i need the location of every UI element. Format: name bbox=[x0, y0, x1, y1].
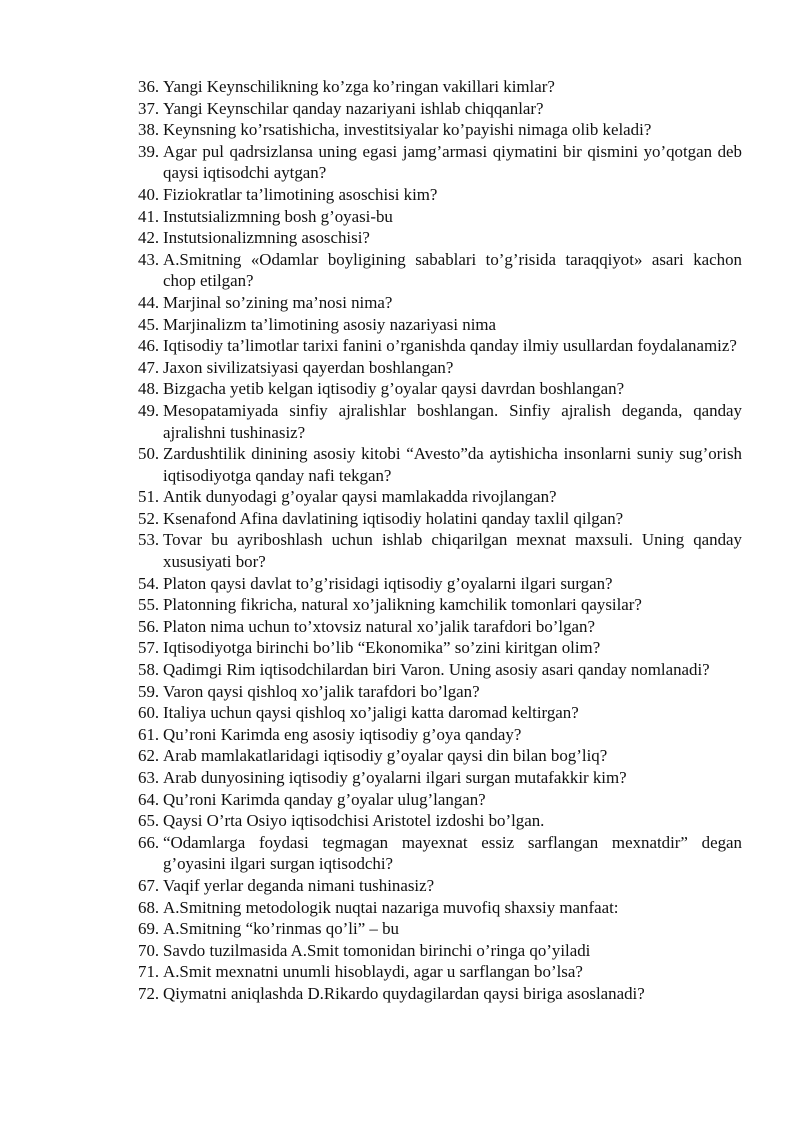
question-text: Qadimgi Rim iqtisodchilardan biri Varon. Uning asosiy asari qanday nomlanadi? bbox=[163, 660, 710, 680]
question-number: 56. bbox=[138, 616, 160, 636]
question-text: Jaxon sivilizatsiyasi qayerdan boshlangan? bbox=[163, 357, 454, 377]
list-item bbox=[138, 897, 742, 919]
question-text: Yangi Keynschilar qanday nazariyani ishlab chiqqanlar? bbox=[163, 98, 544, 118]
question-number: 39. bbox=[138, 141, 160, 161]
list-item bbox=[138, 508, 742, 530]
list-item bbox=[138, 918, 742, 940]
question-number: 72. bbox=[138, 983, 160, 1003]
question-text: Zardushtilik dinining asosiy kitobi “Avesto”da aytishicha insonlarni suniy sug’orish iqtisodiyotga qanday nafi tekgan? bbox=[163, 444, 742, 485]
question-text: Fiziokratlar ta’limotining asoschisi kim? bbox=[163, 184, 438, 204]
question-text: Platon nima uchun to’xtovsiz natural xo’jalik tarafdori bo’lgan? bbox=[163, 616, 595, 636]
question-number: 47. bbox=[138, 357, 160, 377]
question-text: Platon qaysi davlat to’g’risidagi iqtisodiy g’oyalarni ilgari surgan? bbox=[163, 573, 613, 593]
list-item bbox=[138, 573, 742, 595]
question-number: 70. bbox=[138, 940, 160, 960]
list-item bbox=[138, 745, 742, 767]
question-number: 63. bbox=[138, 768, 160, 787]
question-number: 41. bbox=[138, 206, 160, 226]
question-text: Savdo tuzilmasida A.Smit tomonidan birinchi o’ringa qo’yiladi bbox=[163, 940, 591, 960]
question-number: 55. bbox=[138, 595, 160, 615]
question-number: 42. bbox=[138, 228, 160, 248]
question-number: 46. bbox=[138, 336, 160, 356]
question-text: “Odamlarga foydasi tegmagan mayexnat essiz sarflangan mexnatdir” degan g’oyasini ilgari surgan iqtisodchi? bbox=[163, 832, 742, 874]
list-item bbox=[138, 486, 742, 508]
question-number: 59. bbox=[138, 681, 160, 701]
question-text: Tovar bu ayriboshlash uchun ishlab chiqarilgan mexnat maxsuli. Uning qanday xususiyati bor? bbox=[163, 530, 742, 572]
list-item bbox=[138, 875, 742, 897]
question-number: 37. bbox=[138, 98, 160, 118]
question-text: Marjinalizm ta’limotining asosiy nazariyasi nima bbox=[163, 314, 497, 334]
question-text: Mesopatamiyada sinfiy ajralishlar boshlangan. Sinfiy ajralish deganda, qanday ajralishni tushinasiz? bbox=[163, 400, 742, 442]
list-item bbox=[138, 724, 742, 746]
question-number: 49. bbox=[138, 400, 160, 420]
question-number: 71. bbox=[138, 962, 160, 982]
question-number: 57. bbox=[138, 638, 160, 658]
list-item bbox=[138, 335, 742, 357]
question-text: A.Smitning “ko’rinmas qo’li” – bu bbox=[163, 919, 399, 939]
list-item bbox=[138, 789, 742, 811]
question-text: Qiymatni aniqlashda D.Rikardo quydagilardan qaysi biriga asoslanadi? bbox=[163, 983, 645, 1003]
list-item bbox=[138, 119, 742, 141]
question-list bbox=[138, 76, 742, 1005]
question-number: 61. bbox=[138, 724, 160, 744]
list-item bbox=[138, 206, 742, 228]
question-text: Qu’roni Karimda qanday g’oyalar ulug’langan? bbox=[163, 789, 486, 809]
question-number: 51. bbox=[138, 487, 160, 507]
list-item bbox=[138, 141, 742, 184]
question-text: A.Smitning metodologik nuqtai nazariga muvofiq shaxsiy manfaat: bbox=[163, 897, 619, 917]
question-number: 58. bbox=[138, 660, 160, 680]
question-text: Keynsning ko’rsatishicha, investitsiyalar ko’payishi nimaga olib keladi? bbox=[163, 120, 652, 140]
list-item bbox=[138, 314, 742, 336]
question-number: 60. bbox=[138, 703, 160, 723]
question-number: 69. bbox=[138, 919, 160, 939]
question-text: Instutsializmning bosh g’oyasi-bu bbox=[163, 206, 393, 226]
list-item bbox=[138, 681, 742, 703]
question-text: Agar pul qadrsizlansa uning egasi jamg’armasi qiymatini bir qismini yo’qotgan deb qaysi iqtisodchi aytgan? bbox=[163, 141, 742, 183]
list-item bbox=[138, 832, 742, 875]
question-number: 53. bbox=[138, 530, 160, 550]
question-text: Instutsionalizmning asoschisi? bbox=[163, 228, 370, 248]
list-item bbox=[138, 767, 742, 789]
question-number: 48. bbox=[138, 379, 160, 399]
question-text: Iqtisodiy ta’limotlar tarixi fanini o’rganishda qanday ilmiy usullardan foydalanamiz? bbox=[163, 336, 737, 356]
list-item bbox=[138, 637, 742, 659]
list-item bbox=[138, 961, 742, 983]
question-text: Qaysi O’rta Osiyo iqtisodchisi Aristotel izdoshi bo’lgan. bbox=[163, 811, 545, 831]
question-number: 66. bbox=[138, 832, 160, 852]
question-text: Ksenafond Afina davlatining iqtisodiy holatini qanday taxlil qilgan? bbox=[163, 508, 624, 528]
question-number: 54. bbox=[138, 573, 160, 593]
list-item bbox=[138, 184, 742, 206]
list-item bbox=[138, 529, 742, 572]
question-number: 62. bbox=[138, 746, 160, 766]
list-item bbox=[138, 98, 742, 120]
list-item bbox=[138, 810, 742, 832]
list-item bbox=[138, 400, 742, 443]
list-item bbox=[138, 443, 742, 486]
question-number: 67. bbox=[138, 875, 160, 895]
list-item bbox=[138, 378, 742, 400]
question-text: Qu’roni Karimda eng asosiy iqtisodiy g’oya qanday? bbox=[163, 724, 522, 744]
question-text: Marjinal so’zining ma’nosi nima? bbox=[163, 292, 393, 312]
question-text: Vaqif yerlar deganda nimani tushinasiz? bbox=[163, 875, 435, 895]
question-number: 52. bbox=[138, 508, 160, 528]
question-text: Bizgacha yetib kelgan iqtisodiy g’oyalar qaysi davrdan boshlangan? bbox=[163, 379, 625, 399]
question-text: Italiya uchun qaysi qishloq xo’jaligi katta daromad keltirgan? bbox=[163, 703, 579, 723]
list-item bbox=[138, 227, 742, 249]
question-text: Platonning fikricha, natural xo’jalikning kamchilik tomonlari qaysilar? bbox=[163, 595, 642, 615]
question-number: 36. bbox=[138, 77, 160, 96]
question-text: Arab dunyosining iqtisodiy g’oyalarni ilgari surgan mutafakkir kim? bbox=[163, 768, 627, 787]
question-text: Antik dunyodagi g’oyalar qaysi mamlakadda rivojlangan? bbox=[163, 487, 557, 507]
question-text: A.Smit mexnatni unumli hisoblaydi, agar u sarflangan bo’lsa? bbox=[163, 962, 583, 982]
question-text: Yangi Keynschilikning ko’zga ko’ringan vakillari kimlar? bbox=[163, 77, 555, 96]
question-number: 43. bbox=[138, 249, 160, 269]
question-number: 50. bbox=[138, 444, 160, 464]
question-number: 64. bbox=[138, 789, 160, 809]
list-item bbox=[138, 702, 742, 724]
question-number: 68. bbox=[138, 897, 160, 917]
list-item bbox=[138, 983, 742, 1005]
list-item bbox=[138, 249, 742, 292]
question-text: A.Smitning «Odamlar boyligining sabablari to’g’risida taraqqiyot» asari kachon chop etilgan? bbox=[163, 249, 742, 291]
question-number: 65. bbox=[138, 811, 160, 831]
list-item bbox=[138, 594, 742, 616]
list-item bbox=[138, 357, 742, 379]
question-number: 38. bbox=[138, 120, 160, 140]
list-item bbox=[138, 940, 742, 962]
question-number: 44. bbox=[138, 292, 160, 312]
question-text: Iqtisodiyotga birinchi bo’lib “Ekonomika” so’zini kiritgan olim? bbox=[163, 638, 601, 658]
question-number: 45. bbox=[138, 314, 160, 334]
list-item bbox=[138, 659, 742, 681]
question-text: Varon qaysi qishloq xo’jalik tarafdori bo’lgan? bbox=[163, 681, 480, 701]
question-number: 40. bbox=[138, 184, 160, 204]
question-text: Arab mamlakatlaridagi iqtisodiy g’oyalar qaysi din bilan bog’liq? bbox=[163, 746, 608, 766]
list-item bbox=[138, 292, 742, 314]
list-item bbox=[138, 76, 742, 98]
list-item bbox=[138, 616, 742, 638]
